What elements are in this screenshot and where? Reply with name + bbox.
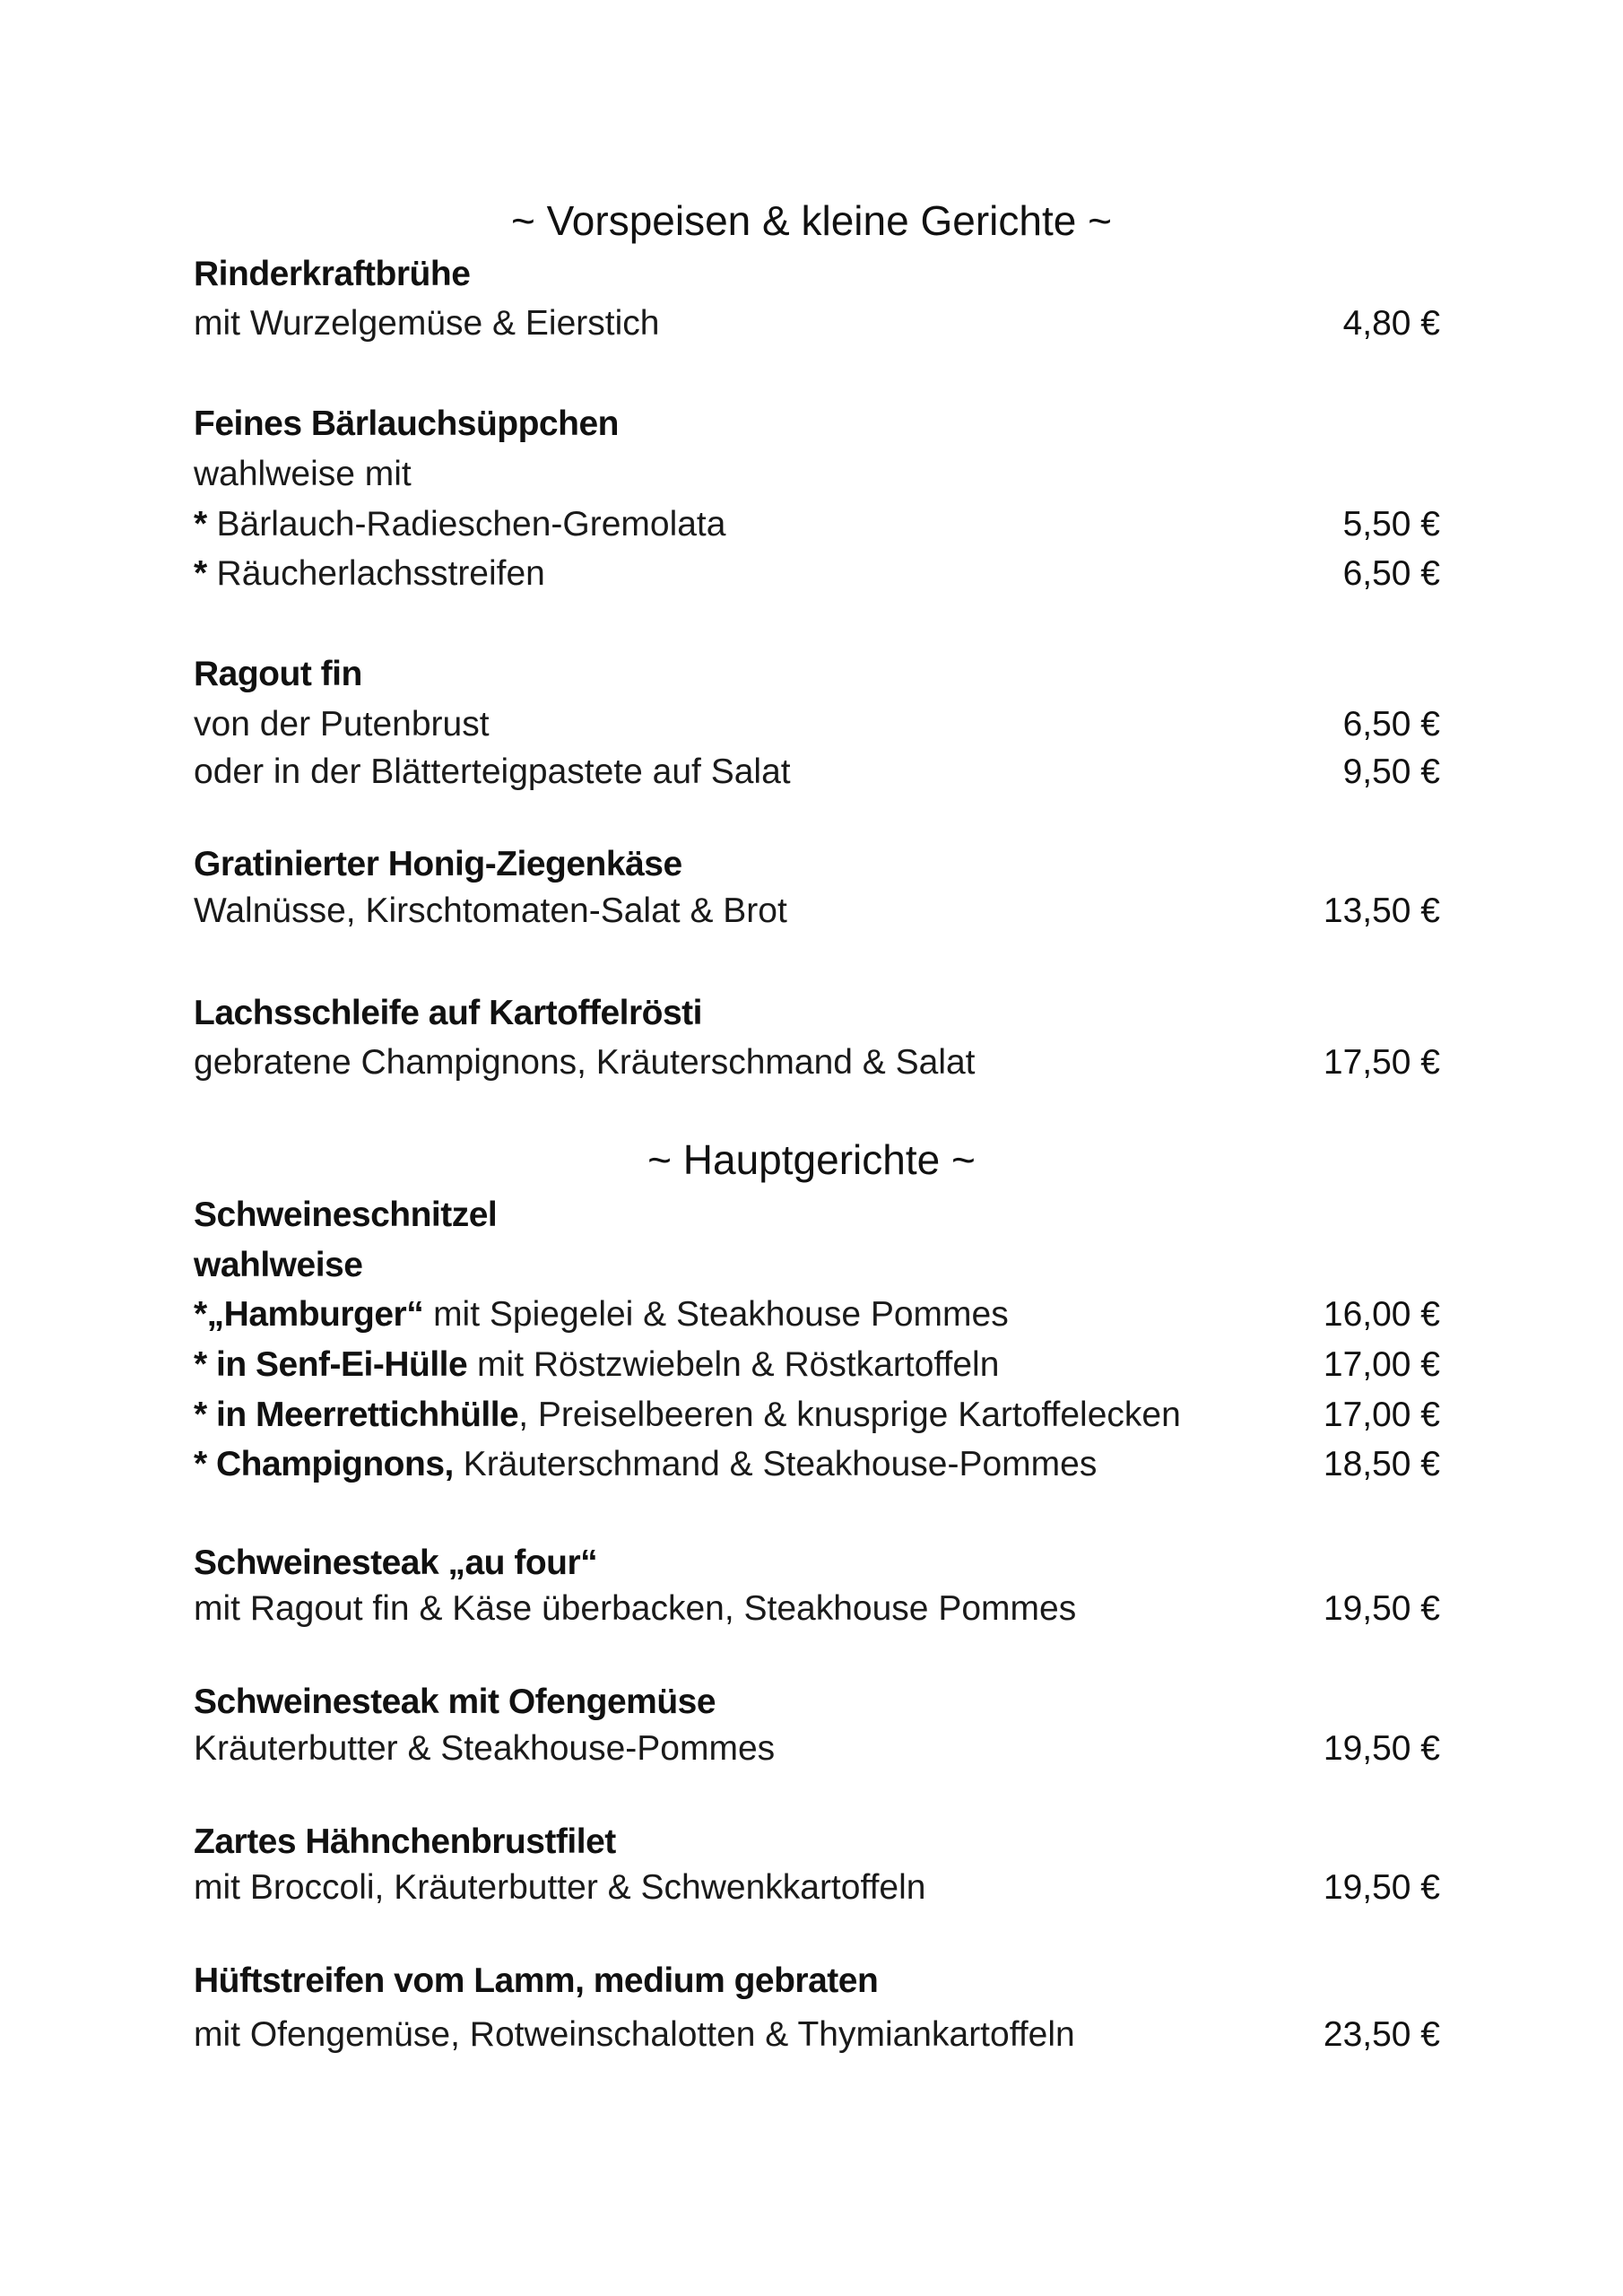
dish-title (194, 1959, 1440, 2004)
option-marker: * (194, 554, 207, 593)
dish-description-line (194, 1726, 1440, 1771)
dish-price: 17,00 € (1323, 1345, 1440, 1384)
dish-title (194, 402, 1440, 447)
option-description: mit Spiegelei & Steakhouse Pommes (423, 1295, 1009, 1334)
dish-option-line (194, 502, 1440, 547)
dish-price: 18,50 € (1323, 1445, 1440, 1483)
dish-title (194, 842, 1440, 887)
dish-description-line (194, 750, 1440, 795)
dish-name: Rinderkraftbrühe (194, 255, 471, 293)
dish-name: Feines Bärlauchsüppchen (194, 404, 619, 443)
option-description: Bärlauch-Radieschen-Gremolata (206, 505, 726, 544)
dish-description: Walnüsse, Kirschtomaten-Salat & Brot (194, 891, 787, 930)
dish-description: gebratene Champignons, Kräuterschmand & Salat (194, 1043, 976, 1082)
dish-price: 6,50 € (1342, 705, 1440, 744)
dish-title (194, 1680, 1440, 1725)
section-heading-mains: ~ Hauptgerichte ~ (647, 1136, 976, 1183)
option-description: mit Röstzwiebeln & Röstkartoffeln (467, 1345, 1000, 1384)
dish-price: 19,50 € (1323, 1589, 1440, 1628)
dish-description: von der Putenbrust (194, 705, 490, 744)
dish-price: 6,50 € (1342, 554, 1440, 593)
dish-name: Lachsschleife auf Kartoffelrösti (194, 994, 702, 1032)
dish-price: 16,00 € (1323, 1295, 1440, 1334)
dish-description-line (194, 1587, 1440, 1631)
dish-description-line (194, 702, 1440, 747)
dish-description-line (194, 1040, 1440, 1085)
dish-name: Schweineschnitzel (194, 1196, 498, 1234)
option-description: , Preiselbeeren & knusprige Kartoffelecken (518, 1396, 1181, 1434)
dish-name: Ragout fin (194, 655, 362, 693)
option-description: Räucherlachsstreifen (206, 554, 545, 593)
option-description: Kräuterschmand & Steakhouse-Pommes (453, 1445, 1098, 1483)
dish-description-line (194, 2013, 1440, 2057)
dish-name: Gratinierter Honig-Ziegenkäse (194, 845, 682, 883)
dish-description: Kräuterbutter & Steakhouse-Pommes (194, 1729, 776, 1768)
option-name: *„Hamburger“ (194, 1295, 424, 1334)
dish-title (194, 652, 1440, 697)
dish-description: mit Ofengemüse, Rotweinschalotten & Thymiankartoffeln (194, 2015, 1075, 2054)
dish-option-line (194, 1393, 1440, 1438)
dish-title (194, 1243, 1440, 1288)
dish-title (194, 991, 1440, 1036)
dish-price: 9,50 € (1342, 752, 1440, 791)
dish-description: mit Broccoli, Kräuterbutter & Schwenkkartoffeln (194, 1868, 926, 1907)
dish-description: oder in der Blätterteigpastete auf Salat (194, 752, 791, 791)
dish-title (194, 1820, 1440, 1865)
dish-price: 23,50 € (1323, 2015, 1440, 2054)
dish-option-line (194, 1442, 1440, 1487)
section-heading-starters: ~ Vorspeisen & kleine Gerichte ~ (511, 197, 1112, 244)
dish-name: Schweinesteak „au four“ (194, 1544, 598, 1582)
dish-description-line (194, 452, 1440, 497)
dish-option-line (194, 1292, 1440, 1337)
dish-title (194, 1193, 1440, 1238)
option-marker: * (194, 505, 207, 544)
dish-title (194, 252, 1440, 297)
dish-price: 13,50 € (1323, 891, 1440, 930)
dish-name: Zartes Hähnchenbrustfilet (194, 1822, 616, 1861)
dish-description: wahlweise mit (194, 455, 412, 493)
dish-name: Hüftstreifen vom Lamm, medium gebraten (194, 1961, 879, 2000)
dish-price: 17,50 € (1323, 1043, 1440, 1082)
dish-price: 19,50 € (1323, 1868, 1440, 1907)
dish-price: 17,00 € (1323, 1396, 1440, 1434)
option-name: * in Meerrettichhülle (194, 1396, 519, 1434)
dish-option-line (194, 552, 1440, 596)
dish-description-line (194, 889, 1440, 934)
dish-name: Schweinesteak mit Ofengemüse (194, 1683, 716, 1721)
dish-description: mit Wurzelgemüse & Eierstich (194, 304, 660, 343)
dish-subtitle: wahlweise (194, 1246, 363, 1284)
dish-description-line (194, 301, 1440, 346)
dish-title (194, 1541, 1440, 1586)
dish-description: mit Ragout fin & Käse überbacken, Steakhouse Pommes (194, 1589, 1077, 1628)
dish-description-line (194, 1866, 1440, 1910)
dish-price: 4,80 € (1342, 304, 1440, 343)
dish-option-line (194, 1343, 1440, 1387)
option-name: * in Senf-Ei-Hülle (194, 1345, 468, 1384)
dish-price: 5,50 € (1342, 505, 1440, 544)
option-name: * Champignons, (194, 1445, 454, 1483)
dish-price: 19,50 € (1323, 1729, 1440, 1768)
